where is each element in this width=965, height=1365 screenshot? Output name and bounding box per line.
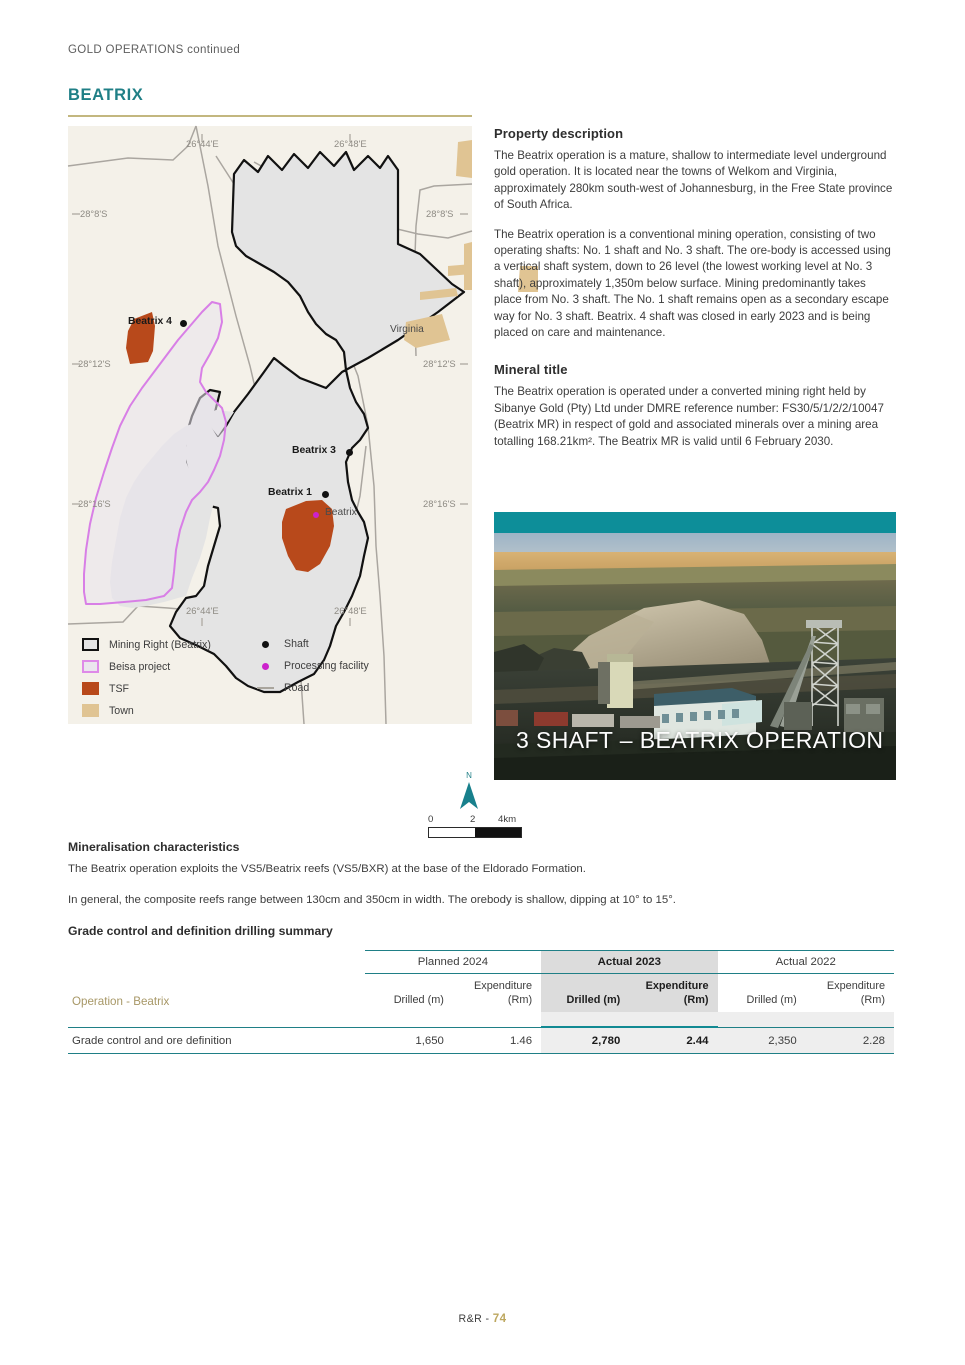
legend-label-beisa: Beisa project [109, 660, 171, 673]
subheader-actual22-drilled-l1: Drilled (m) [746, 993, 797, 1006]
subheader-planned-expenditure [453, 974, 541, 1013]
operation-label-cell: Operation - Beatrix [72, 995, 170, 1008]
subheader-actual23-expenditure-l1: Expenditure [645, 980, 709, 992]
subheader-actual22-expenditure-l1: Expenditure [826, 980, 885, 992]
subheader-planned-expenditure-l2: (Rm) [507, 993, 533, 1006]
table-corner-cell [68, 951, 365, 974]
legend-label-road: Road [284, 682, 310, 694]
subheader-planned-expenditure-l1: Expenditure [473, 980, 533, 992]
running-head: GOLD OPERATIONS continued [68, 44, 241, 56]
subheader-actual22-drilled [718, 974, 806, 1013]
rule-cell-2 [453, 1012, 541, 1027]
map-lat-label-4: 28°16'S [78, 498, 111, 509]
map-label-beatrix-processing: Beatrix [325, 507, 357, 518]
north-arrow-icon [458, 781, 480, 811]
subheader-actual22-expenditure [806, 974, 894, 1013]
property-description-para-2: The Beatrix operation is a conventional mining operation, consisting of two operating shafts: No. 1 shaft and No. 3 shaft. The ore-body is accessed using a vertical shaft system, down to 26 level (the lowest working level at No. 3 shaft), approximately 1,350m below surface. Mining predominantly takes place from No. 3 shaft. The No. 1 shaft remains open as a secondary escape way for No. 3 shaft. Beatrix. 4 shaft was closed in early 2023 and is being placed on care and maintenance. [494, 227, 891, 340]
legend-swatch-processing [257, 663, 274, 670]
photo-caption: 3 SHAFT – BEATRIX OPERATION [516, 727, 884, 753]
legend-label-processing: Processing facility [284, 660, 369, 672]
north-arrow-label: N [466, 771, 472, 780]
map-label-virginia: Virginia [390, 324, 424, 335]
north-arrow [458, 771, 480, 811]
map-lat-label-3: 28°12'S [423, 358, 456, 369]
scale-segment-black [475, 828, 521, 837]
row-label-grade-control: Grade control and ore definition [68, 1027, 365, 1054]
shaft-dot-beatrix-4 [180, 320, 187, 327]
footer-page-number: 74 [492, 1312, 507, 1325]
group-actual-2022: Actual 2022 [718, 951, 894, 974]
table-row [68, 1027, 894, 1054]
scale-tick-1: 2 [470, 814, 476, 825]
table-subheader-row [68, 974, 894, 1013]
legend-label-town: Town [109, 704, 134, 717]
mineralisation-para-1: The Beatrix operation exploits the VS5/Beatrix reefs (VS5/BXR) at the base of the Eldorado Formation. [68, 863, 586, 875]
processing-dot-beatrix [313, 512, 319, 518]
map-lat-label-1: 28°8'S [426, 208, 454, 219]
row-value-actual23-drilled: 2,780 [541, 1027, 629, 1054]
page-footer [0, 1312, 965, 1325]
shaft-dot-beatrix-3 [346, 449, 353, 456]
page-title: BEATRIX [68, 86, 144, 104]
photo-top-band [494, 512, 896, 533]
group-actual-2023: Actual 2023 [541, 951, 717, 974]
map-label-beatrix-1: Beatrix 1 [268, 487, 312, 498]
scale-segment-white [429, 828, 475, 837]
rule-cell-1 [365, 1012, 453, 1027]
town-top-right [456, 140, 472, 178]
mineral-title-para: The Beatrix operation is operated under a converted mining right held by Sibanye Gold (Pty) Ltd under DMRE reference number: FS30/5/1/2/2/10047 (Beatrix MR) in respect of gold and associated minerals over a mining area totalling 168.21km². The Beatrix MR is valid until 6 February 2030. [494, 385, 884, 448]
property-description-heading: Property description [494, 126, 624, 141]
map-lon-label-0: 26°44'E [186, 138, 219, 149]
operation-photo [494, 512, 896, 780]
row-value-actual22-expenditure: 2.28 [806, 1027, 894, 1054]
map-lat-label-5: 28°16'S [423, 498, 456, 509]
rule-cell-label [68, 1012, 365, 1027]
shaft-dot-beatrix-1 [322, 491, 329, 498]
mineralisation-para-2: In general, the composite reefs range between 130cm and 350cm in width. The orebody is shallow, dipping at 10° to 15°. [68, 894, 676, 906]
subheader-planned-drilled [365, 974, 453, 1013]
subheader-actual22-expenditure-l2: (Rm) [860, 993, 885, 1006]
mineralisation-section [68, 840, 894, 946]
mineralisation-heading: Mineralisation characteristics [68, 840, 240, 854]
legend-swatch-shaft [257, 641, 274, 648]
subheader-planned-drilled-l1: Drilled (m) [393, 993, 444, 1006]
title-underline [68, 115, 472, 117]
property-description-para-1: The Beatrix operation is a mature, shallow to intermediate level underground gold operation. It is located near the towns of Welkom and Virginia, approximately 280km south-west of Johannesburg, in the Free State province of South Africa. [494, 149, 893, 212]
scale-tick-0: 0 [428, 814, 434, 825]
row-value-actual22-drilled: 2,350 [718, 1027, 806, 1054]
legend-label-tsf: TSF [109, 682, 130, 695]
table-rule-row [68, 1012, 894, 1027]
map-scale-bar [428, 814, 522, 838]
beatrix-location-map [68, 126, 517, 825]
scale-tick-2: 4km [498, 814, 517, 825]
map-legend [82, 638, 462, 718]
map-graphic [68, 126, 472, 724]
right-column [494, 126, 896, 463]
map-lon-label-2: 26°44'E [186, 605, 219, 616]
subheader-actual23-expenditure [629, 974, 717, 1013]
rule-cell-4 [629, 1012, 717, 1027]
legend-swatch-tsf [82, 682, 99, 695]
map-lon-label-3: 26°48'E [334, 605, 367, 616]
subheader-actual23-expenditure-l2: (Rm) [683, 993, 709, 1006]
map-lon-label-1: 26°48'E [334, 138, 367, 149]
rule-cell-3 [541, 1012, 629, 1027]
row-value-actual23-expenditure: 2.44 [629, 1027, 717, 1054]
drilling-summary-heading: Grade control and definition drilling summary [68, 924, 333, 938]
map-lat-label-0: 28°8'S [80, 208, 108, 219]
map-label-beatrix-4: Beatrix 4 [128, 316, 172, 327]
mineral-title-heading: Mineral title [494, 362, 568, 378]
legend-swatch-mining-right [82, 638, 99, 651]
group-planned-2024: Planned 2024 [365, 951, 541, 974]
legend-swatch-beisa [82, 660, 99, 673]
footer-prefix: R&R - [458, 1313, 493, 1325]
map-label-beatrix-3: Beatrix 3 [292, 445, 336, 456]
subheader-actual23-drilled [541, 974, 629, 1013]
rule-cell-5 [718, 1012, 806, 1027]
row-value-planned-expenditure: 1.46 [453, 1027, 541, 1054]
map-lat-label-2: 28°12'S [78, 358, 111, 369]
rule-cell-6 [806, 1012, 894, 1027]
subheader-actual23-drilled-l1: Drilled (m) [566, 993, 621, 1006]
row-value-planned-drilled: 1,650 [365, 1027, 453, 1054]
legend-swatch-town [82, 704, 99, 717]
drilling-summary-table [68, 950, 894, 1054]
legend-label-mining-right: Mining Right (Beatrix) [109, 638, 211, 651]
legend-label-shaft: Shaft [284, 638, 309, 650]
legend-swatch-road [257, 687, 274, 689]
table-group-header-row [68, 951, 894, 974]
